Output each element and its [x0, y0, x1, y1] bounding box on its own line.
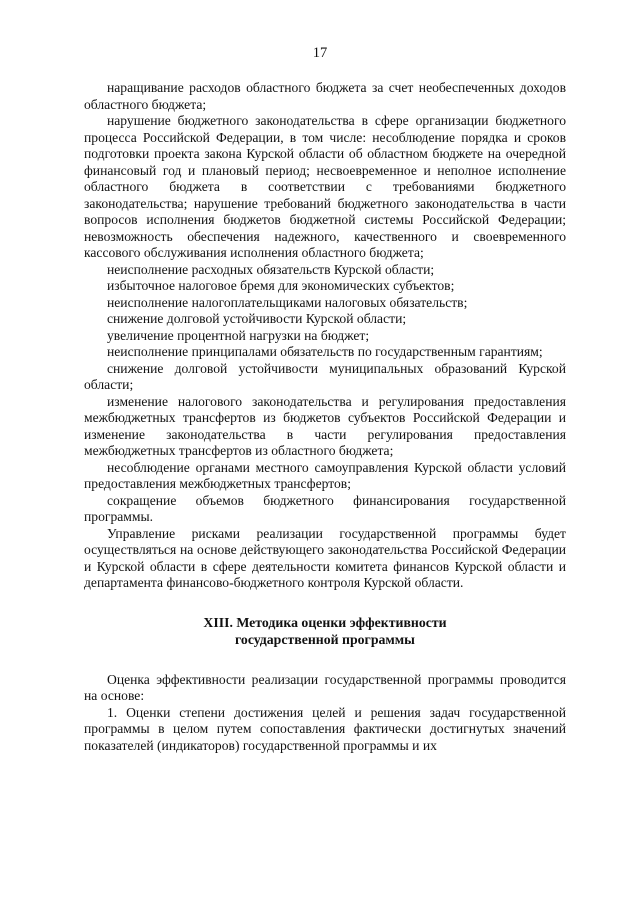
paragraph: увеличение процентной нагрузки на бюджет; — [107, 327, 370, 343]
section-heading-line-2: государственной программы — [235, 631, 415, 647]
section-heading — [84, 614, 566, 648]
paragraph: неисполнение расходных обязательств Курской области; — [107, 261, 435, 277]
paragraph: 1. Оценки степени достижения целей и решения задач государственной программы в целом путем сопоставления фактически достигнутых значений показателей (индикаторов) государственной программы и их — [84, 704, 566, 753]
document-body — [84, 80, 566, 754]
paragraph: наращивание расходов областного бюджета за счет необеспеченных доходов областного бюджета; — [84, 80, 566, 112]
methodology-text — [84, 672, 566, 755]
paragraph: неисполнение налогоплательщиками налоговых обязательств; — [107, 294, 468, 310]
paragraph: снижение долговой устойчивости Курской области; — [107, 311, 407, 326]
paragraph: нарушение бюджетного законодательства в сфере организации бюджетного процесса Российской Федерации, в том числе: несоблюдение порядка и сроков подготовки проекта закона Курской области об областном бюджете на очередной финансовый год и плановый период; несвоевременное и неполное исполнение областного бюджета в соответствии с требованиями бюджетного законодательства; нарушение требований бюджетного законодательства в части вопросов исполнения бюджетов бюджетной системы Российской Федерации; невозможность обеспечения надежного, качественного и своевременного кассового обслуживания исполнения областного бюджета; — [84, 113, 566, 260]
paragraph: Управление рисками реализации государственной программы будет осуществляться на основе действующего законодательства Российской Федерации и Курской области в сфере деятельности комитета финансов Курской области и департамента финансово-бюджетного контроля Курской области. — [84, 525, 566, 590]
paragraph: снижение долговой устойчивости муниципальных образований Курской области; — [84, 360, 566, 392]
paragraph: неисполнение принципалами обязательств по государственным гарантиям; — [107, 344, 543, 359]
paragraph: сокращение объемов бюджетного финансирования государственной программы. — [84, 492, 566, 524]
page-number: 17 — [312, 45, 328, 61]
risk-list — [84, 80, 566, 592]
paragraph: изменение налогового законодательства и регулирования предоставления межбюджетных трансфертов из бюджетов субъектов Российской Федерации и изменение законодательства в части регулирования предоставления межбюджетных трансфертов из областного бюджета; — [84, 393, 566, 458]
paragraph: Оценка эффективности реализации государственной программы проводится на основе: — [84, 671, 566, 703]
section-heading-line-1: XIII. Методика оценки эффективности — [203, 614, 447, 630]
paragraph: избыточное налоговое бремя для экономических субъектов; — [107, 278, 455, 293]
paragraph: несоблюдение органами местного самоуправления Курской области условий предоставления межбюджетных трансфертов; — [84, 459, 566, 491]
